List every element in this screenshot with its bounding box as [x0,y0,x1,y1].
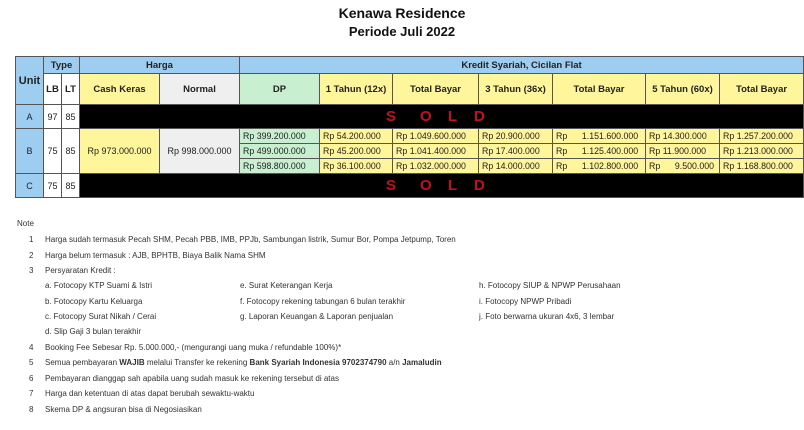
lt-value: 85 [62,105,80,129]
header-type: Type [44,57,80,74]
note-text: Booking Fee Sebesar Rp. 5.000.000,- (mengurangi uang muka / refundable 100%)* [45,343,342,352]
header-normal: Normal [160,74,240,105]
installment-1: Rp 45.200.000 [320,144,393,159]
requirement-item: b. Fotocopy Kartu Keluarga [45,297,143,306]
sold-letter: D [474,108,485,125]
cash-price: Rp 973.000.000 [80,129,160,174]
header-3-tahun: 3 Tahun (36x) [479,74,553,105]
requirement-item: i. Fotocopy NPWP Pribadi [479,297,572,306]
unit-label: A [16,105,44,129]
header-unit: Unit [16,57,44,105]
header-5-tahun: 5 Tahun (60x) [646,74,720,105]
sold-letter: S [386,108,397,125]
header-total-5: Total Bayar [720,74,804,105]
sold-letter: O [420,108,432,125]
unit-label: B [16,129,44,174]
notes-label: Note [17,219,34,228]
sold-letter: D [474,177,485,194]
price-table [15,56,804,198]
total-5: Rp 1.257.200.000 [720,129,804,144]
note-text: Pembayaran dianggap sah apabila uang sudah masuk ke rekening tersebut di atas [45,374,339,383]
header-total-1: Total Bayar [393,74,479,105]
lt-value: 85 [62,174,80,198]
note-text: Persyaratan Kredit : [45,266,116,275]
note-text: Harga dan ketentuan di atas dapat berubah sewaktu-waktu [45,389,255,398]
requirement-item: h. Fotocopy SIUP & NPWP Perusahaan [479,281,621,290]
account-holder: Jamaludin [402,358,442,367]
note-number: 7 [29,389,34,398]
note-text: Skema DP & angsuran bisa di Negosiasikan [45,405,202,414]
note-text-part: melalui Transfer ke rekening [144,358,250,367]
header-kredit: Kredit Syariah, Cicilan Flat [240,57,804,74]
note-number: 6 [29,374,34,383]
sold-letter: L [448,108,458,125]
total-3: Rp 1.151.600.000 [553,129,646,144]
total-3: Rp 1.125.400.000 [553,144,646,159]
note-number: 4 [29,343,34,352]
installment-5: Rp 11.900.000 [646,144,720,159]
note-text: Harga sudah termasuk Pecah SHM, Pecah PBB, IMB, PPJb, Sambungan listrik, Sumur Bor, Pompa Jetpump, Toren [45,235,456,244]
installment-3: Rp 17.400.000 [479,144,553,159]
header-1-tahun: 1 Tahun (12x) [320,74,393,105]
requirement-item: e. Surat Keterangan Kerja [240,281,333,290]
table-row-unit-b [16,129,804,144]
lb-value: 75 [44,129,62,174]
sold-letter: O [420,177,432,194]
table-row-unit-c [16,174,804,198]
note-text [45,358,442,367]
installment-1: Rp 36.100.000 [320,159,393,174]
header-harga: Harga [80,57,240,74]
dp-value: Rp 499.000.000 [240,144,320,159]
unit-label: C [16,174,44,198]
header-cash: Cash Keras [80,74,160,105]
total-1: Rp 1.032.000.000 [393,159,479,174]
header-lt: LT [62,74,80,105]
header-lb: LB [44,74,62,105]
sold-banner [80,174,804,198]
dp-value: Rp 598.800.000 [240,159,320,174]
installment-3: Rp 20.900.000 [479,129,553,144]
total-5: Rp 1.213.000.000 [720,144,804,159]
requirement-item: a. Fotocopy KTP Suami & Istri [45,281,153,290]
installment-5: Rp 9.500.000 [646,159,720,174]
installment-3: Rp 14.000.000 [479,159,553,174]
note-text-part: a/n [386,358,403,367]
note-number: 2 [29,251,34,260]
requirement-item: g. Laporan Keuangan & Laporan penjualan [240,312,394,321]
lt-value: 85 [62,129,80,174]
note-number: 8 [29,405,34,414]
sold-letter: S [386,177,397,194]
requirement-item: d. Slip Gaji 3 bulan terakhir [45,327,142,336]
dp-value: Rp 399.200.000 [240,129,320,144]
note-number: 1 [29,235,34,244]
total-1: Rp 1.041.400.000 [393,144,479,159]
header-total-3: Total Bayar [553,74,646,105]
note-number: 5 [29,358,34,367]
total-5: Rp 1.168.800.000 [720,159,804,174]
page-title: Kenawa Residence [338,5,466,21]
note-number: 3 [29,266,34,275]
normal-price: Rp 998.000.000 [160,129,240,174]
lb-value: 75 [44,174,62,198]
requirement-item: f. Fotocopy rekening tabungan 6 bulan terakhir [240,297,406,306]
total-1: Rp 1.049.600.000 [393,129,479,144]
installment-1: Rp 54.200.000 [320,129,393,144]
header-dp: DP [240,74,320,105]
total-3: Rp 1.102.800.000 [553,159,646,174]
note-text-part: Semua pembayaran [45,358,120,367]
installment-5: Rp 14.300.000 [646,129,720,144]
bank-account: Bank Syariah Indonesia 9702374790 [249,358,387,367]
note-bold-part: WAJIB [119,358,145,367]
requirement-item: j. Foto berwarna ukuran 4x6, 3 lembar [479,312,615,321]
table-row-unit-a [16,105,804,129]
page-subtitle: Periode Juli 2022 [348,24,456,39]
note-text: Harga belum termasuk : AJB, BPHTB, Biaya Balik Nama SHM [45,251,266,260]
requirement-item: c. Fotocopy Surat Nikah / Cerai [45,312,157,321]
sold-banner [80,105,804,129]
lb-value: 97 [44,105,62,129]
sold-letter: L [448,177,458,194]
